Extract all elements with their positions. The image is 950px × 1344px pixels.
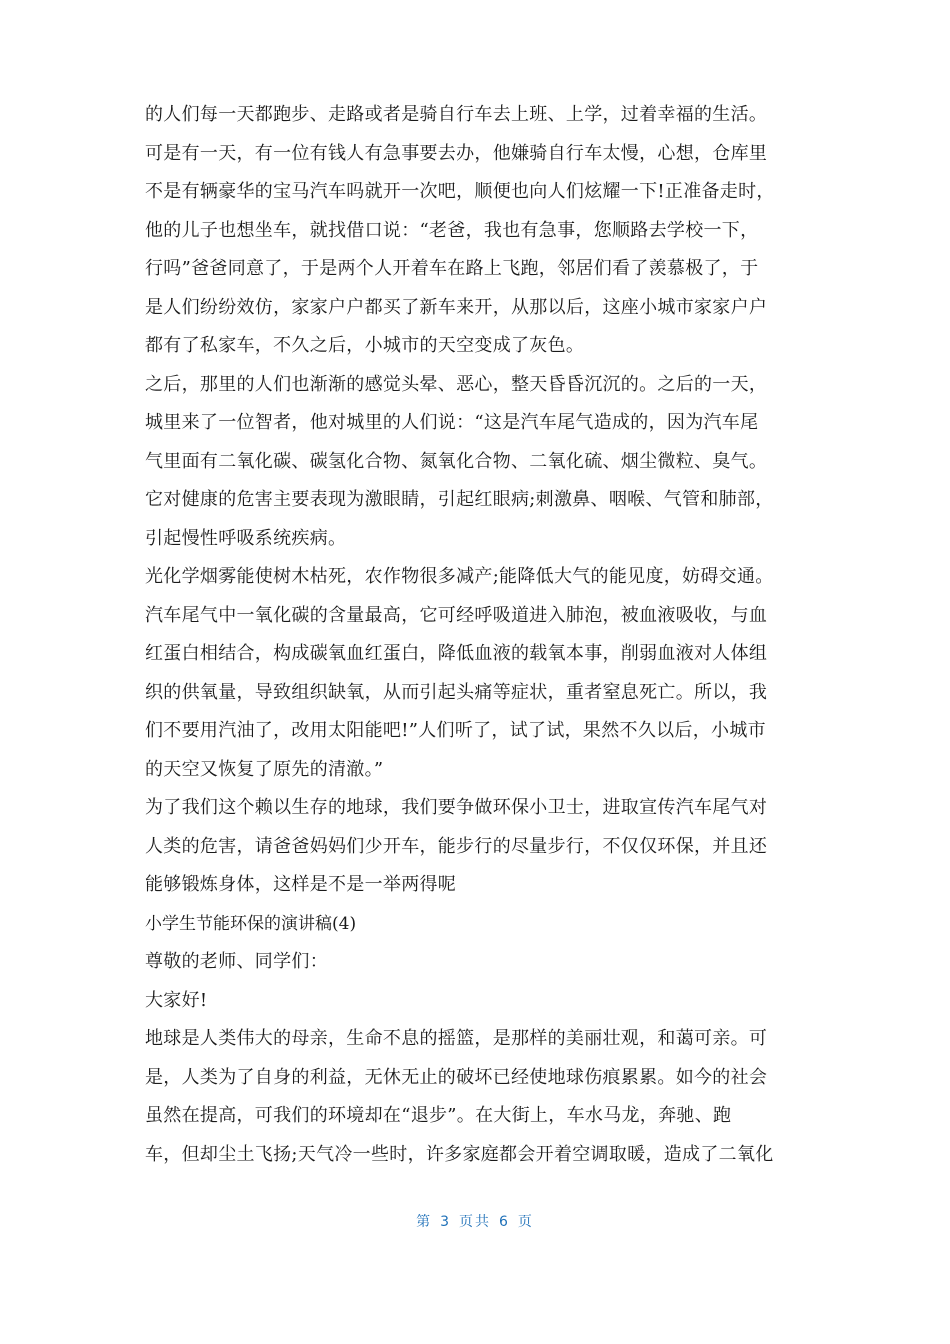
text-line: 可是有一天，有一位有钱人有急事要去办，他嫌骑自行车太慢，心想，仓库里 [145, 142, 768, 164]
text-line: 他的儿子也想坐车，就找借口说：“老爸，我也有急事，您顺路去学校一下， [145, 219, 759, 241]
text-line: 地球是人类伟大的母亲，生命不息的摇篮，是那样的美丽壮观，和蔼可亲。可 [145, 1028, 768, 1049]
greeting-line: 大家好! [145, 989, 208, 1011]
document-body [145, 96, 815, 1174]
text-line: 能够锻炼身体，这样是不是一举两得呢 [145, 874, 457, 895]
footer-label-page: 第 [416, 1214, 433, 1230]
text-line: 为了我们这个赖以生存的地球，我们要争做环保小卫士，进取宣传汽车尾气对 [145, 797, 768, 818]
text-line: 之后，那里的人们也渐渐的感觉头晕、恶心，整天昏昏沉沉的。之后的一天， [145, 373, 768, 395]
text-line: 气里面有二氧化碳、碳氢化合物、氮氧化合物、二氧化硫、烟尘微粒、臭气。 [145, 450, 768, 472]
text-line: 人类的危害，请爸爸妈妈们少开车，能步行的尽量步行，不仅仅环保，并且还 [145, 835, 768, 857]
text-line: 们不要用汽油了，改用太阳能吧!”人们听了，试了试，果然不久以后，小城市 [145, 720, 766, 741]
text-line: 红蛋白相结合，构成碳氧血红蛋白，降低血液的载氧本事，削弱血液对人体组 [145, 643, 768, 664]
text-line: 汽车尾气中一氧化碳的含量最高，它可经呼吸道进入肺泡，被血液吸收，与血 [145, 604, 768, 626]
footer-total-pages: 6 [499, 1214, 510, 1230]
section-title: 小学生节能环保的演讲稿(4) [145, 913, 357, 934]
text-line: 城里来了一位智者，他对城里的人们说：“这是汽车尾气造成的，因为汽车尾 [145, 412, 759, 433]
text-line: 的人们每一天都跑步、走路或者是骑自行车去上班、上学，过着幸福的生活。 [145, 104, 768, 125]
text-line: 光化学烟雾能使树木枯死，农作物很多减产;能降低大气的能见度，妨碍交通。 [145, 566, 774, 587]
text-line: 车，但却尘土飞扬;天气冷一些时，许多家庭都会开着空调取暖，造成了二氧化 [145, 1143, 774, 1165]
footer-label-end: 页 [517, 1214, 534, 1230]
text-line: 的天空又恢复了原先的清澈。” [145, 758, 384, 780]
text-line: 织的供氧量，导致组织缺氧，从而引起头痛等症状，重者窒息死亡。所以，我 [145, 681, 768, 703]
footer-current-page: 3 [440, 1214, 451, 1230]
footer-label-of: 页共 [459, 1214, 491, 1230]
text-line: 它对健康的危害主要表现为激眼睛，引起红眼病;刺激鼻、咽喉、气管和肺部， [145, 489, 774, 510]
text-line: 虽然在提高，可我们的环境却在“退步”。在大街上，车水马龙，奔驰、跑 [145, 1105, 732, 1126]
text-line: 行吗”爸爸同意了，于是两个人开着车在路上飞跑，邻居们看了羡慕极了，于 [145, 258, 759, 279]
salutation-line: 尊敬的老师、同学们： [145, 951, 328, 972]
text-line: 引起慢性呼吸系统疾病。 [145, 527, 347, 549]
text-line: 是，人类为了自身的利益，无休无止的破坏已经使地球伤痕累累。如今的社会 [145, 1066, 768, 1088]
text-line: 是人们纷纷效仿，家家户户都买了新车来开，从那以后，这座小城市家家户户 [145, 296, 768, 318]
page-footer [0, 1211, 950, 1231]
text-line: 都有了私家车，不久之后，小城市的天空变成了灰色。 [145, 335, 585, 356]
text-line: 不是有辆豪华的宝马汽车吗就开一次吧，顺便也向人们炫耀一下!正准备走时， [145, 181, 775, 202]
